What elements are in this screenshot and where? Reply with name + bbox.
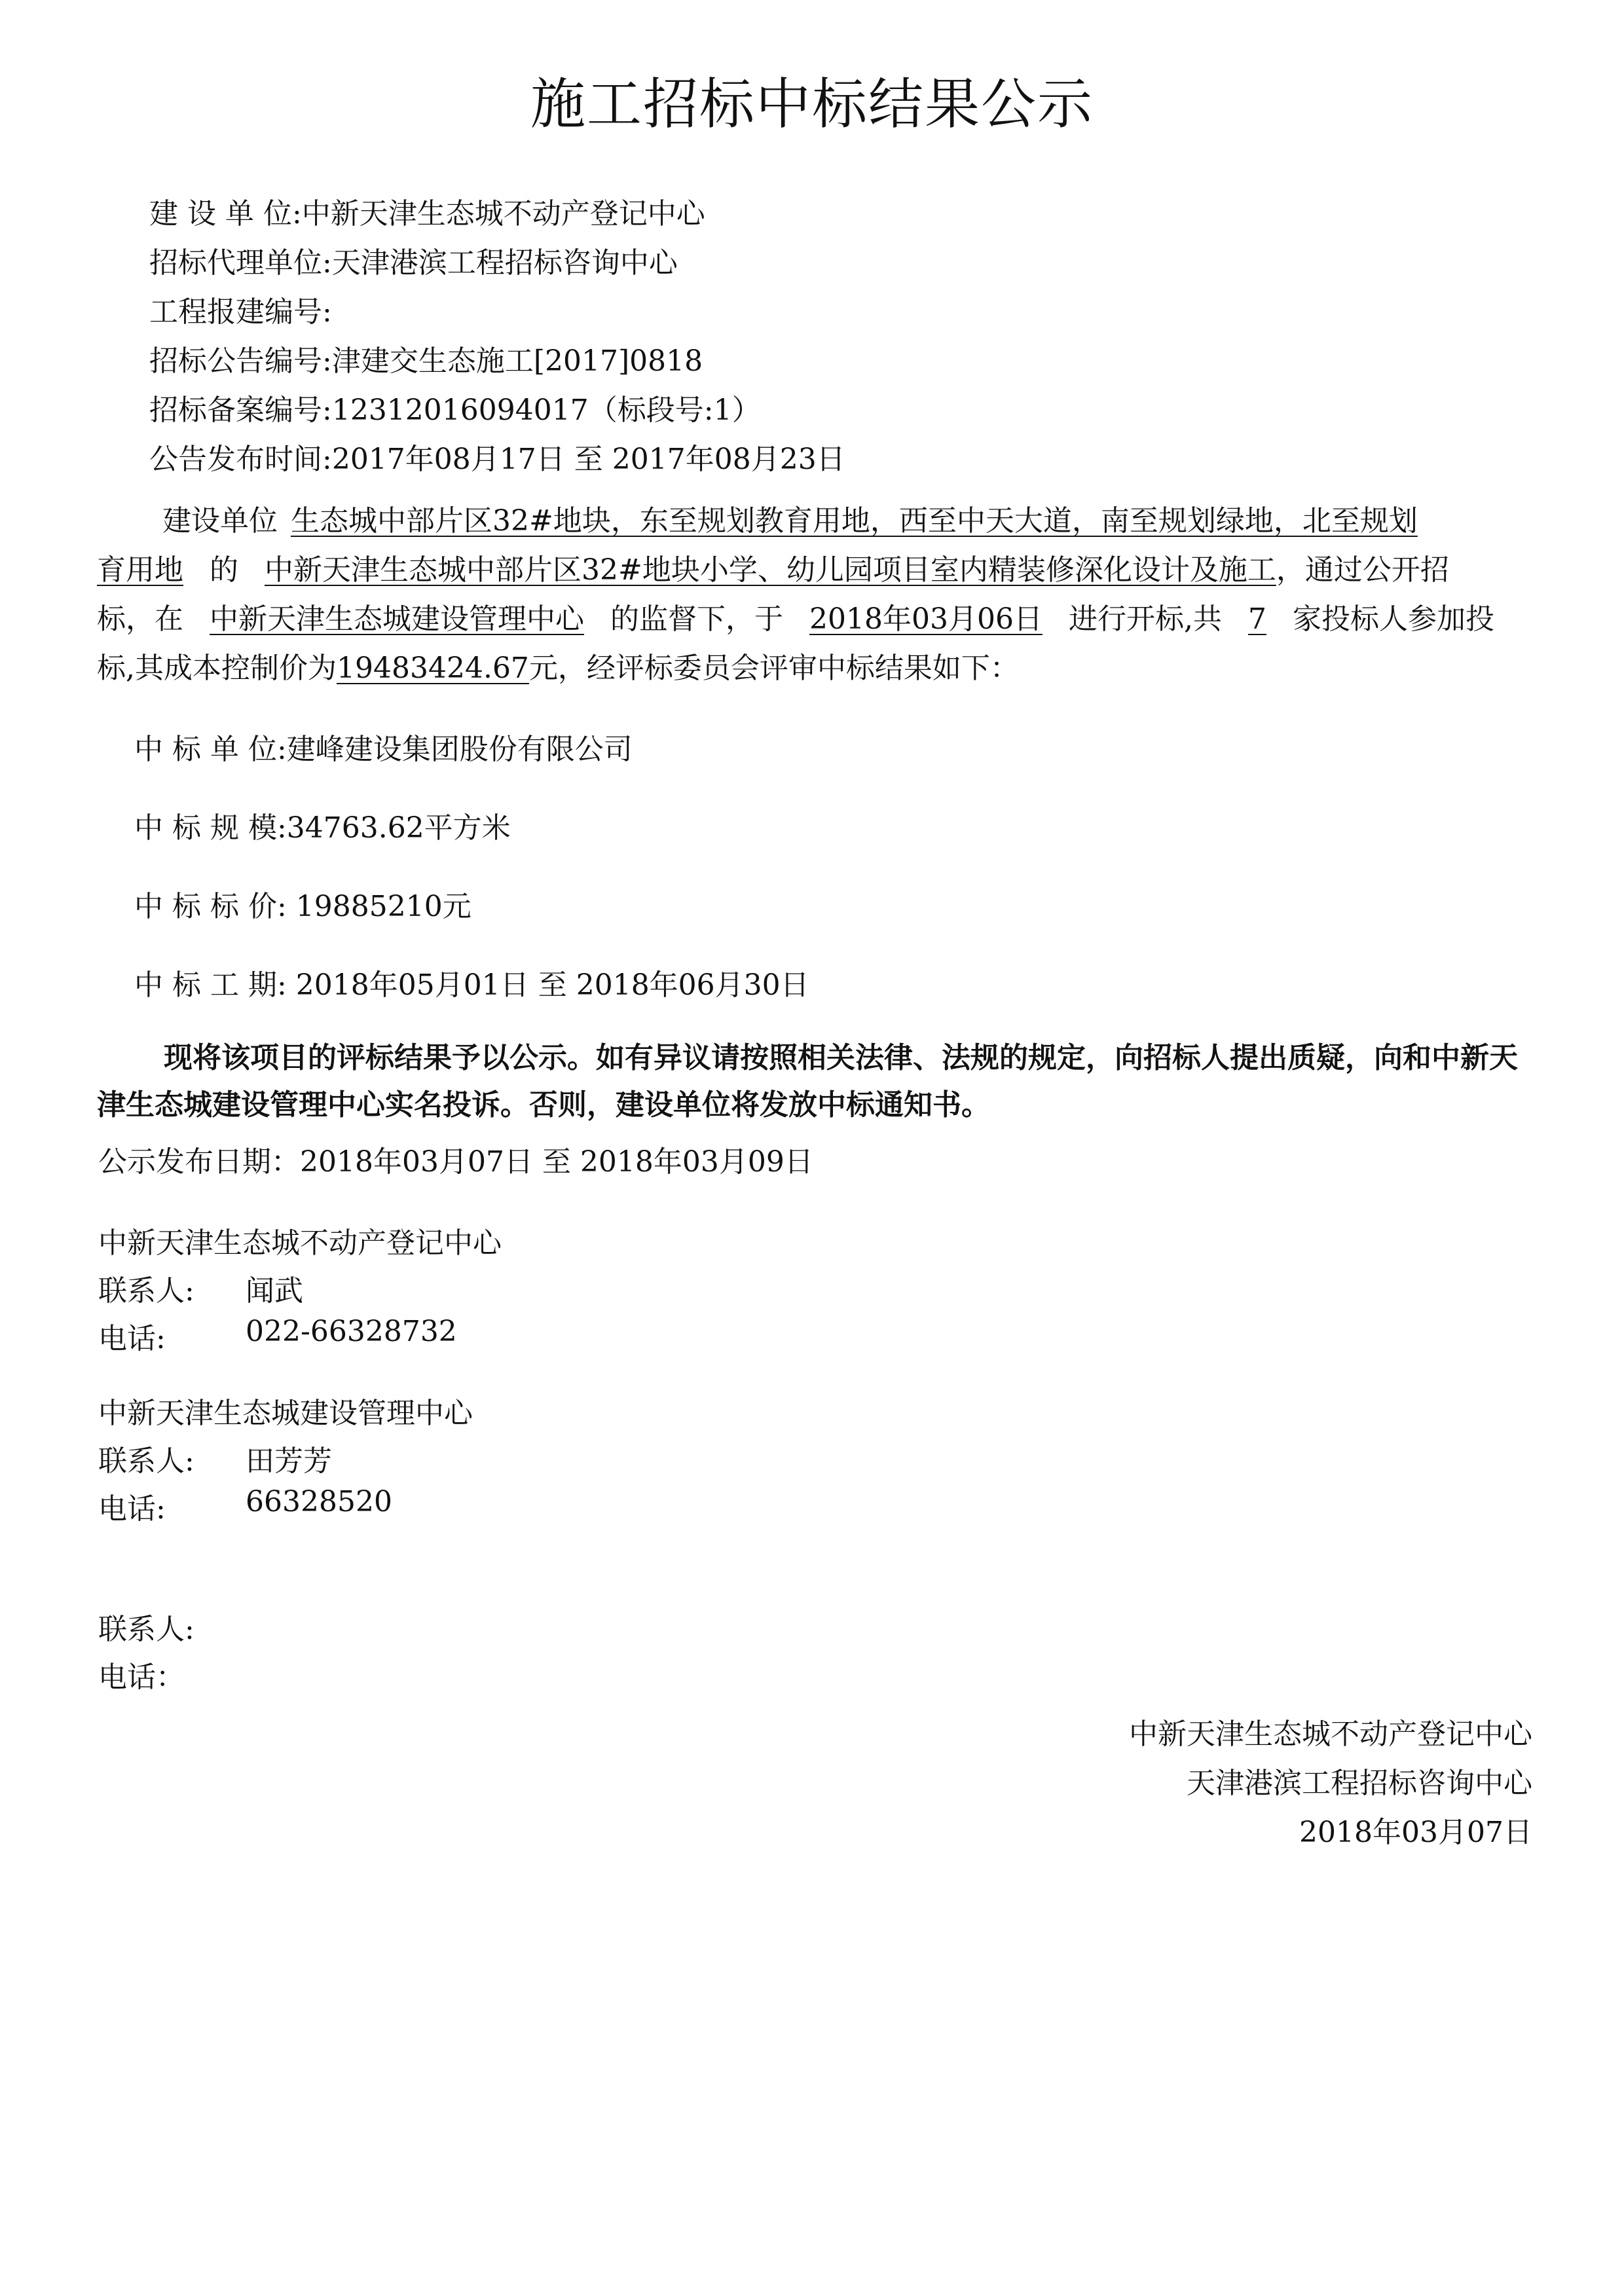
contact-org-2: 中新天津生态城建设管理中心	[98, 1397, 473, 1430]
contact-person-1: 联系人: 闻武	[98, 1274, 303, 1308]
meta-announcement-number	[149, 337, 703, 379]
meta-label: 工程报建编号:	[149, 295, 332, 329]
contact-phone-1: 电话: 022-66328732	[98, 1315, 457, 1355]
bidder-count: 7	[1247, 602, 1266, 636]
supervisor-name: 中新天津生态城建设管理中心	[210, 602, 584, 636]
meta-filing-number	[149, 386, 761, 428]
body-line-1: 建设单位 生态城中部片区32#地块，东至规划教育用地，西至中天大道，南至规划绿地，北至规划	[162, 504, 1418, 538]
result-label: 中 标 规 模:	[134, 811, 287, 845]
publish-date: 公示发布日期：2018年03月07日 至 2018年03月09日	[98, 1145, 813, 1179]
meta-value: 2017年08月17日 至 2017年08月23日	[331, 443, 845, 476]
contact-phone-2: 电话: 66328520	[98, 1485, 392, 1526]
signature-org-2: 天津港滨工程招标咨询中心	[1187, 1767, 1532, 1800]
body-line-3: 标，在 中新天津生态城建设管理中心 的监督下，于 2018年03月06日 进行开标,共 7 家投标人参加投	[97, 602, 1494, 636]
meta-value: 津建交生态施工[2017]0818	[331, 344, 703, 378]
extra-contact-phone: 电话：	[98, 1661, 185, 1694]
result-scale	[134, 804, 511, 846]
body-paragraph	[97, 496, 1579, 693]
project-name: 中新天津生态城中部片区32#地块小学、幼儿园项目室内精装修深化设计及施工	[265, 553, 1276, 587]
result-value: 2018年05月01日 至 2018年06月30日	[286, 968, 809, 1002]
meta-publish-time	[149, 435, 845, 477]
page-title: 施工招标中标结果公示	[530, 72, 1094, 136]
site-location: 生态城中部片区32#地块，东至规划教育用地，西至中天大道，南至规划绿地，北至规划	[291, 504, 1418, 538]
result-label: 中 标 单 位:	[134, 733, 287, 766]
control-price: 19483424.67	[337, 652, 529, 685]
meta-label: 招标代理单位:	[149, 246, 332, 280]
result-value: 19885210元	[286, 890, 471, 923]
result-label: 中 标 工 期:	[134, 968, 287, 1002]
extra-contact-person: 联系人:	[98, 1613, 194, 1646]
contact-person-2: 联系人: 田芳芳	[98, 1444, 332, 1478]
result-value: 建峰建设集团股份有限公司	[286, 733, 633, 766]
meta-construction-unit	[149, 190, 705, 232]
meta-agency	[149, 239, 678, 281]
result-period	[134, 961, 809, 1003]
result-label: 中 标 标 价:	[134, 890, 287, 923]
result-winner	[134, 725, 633, 767]
result-price	[134, 883, 471, 925]
opening-date: 2018年03月06日	[809, 602, 1043, 636]
meta-label: 招标公告编号:	[149, 344, 332, 378]
result-value: 34763.62平方米	[286, 811, 511, 845]
meta-value: 12312016094017（标段号:1）	[331, 394, 761, 427]
public-notice: 现将该项目的评标结果予以公示。如有异议请按照相关法律、法规的规定，向招标人提出质疑，向和中新天津生态城建设管理中心实名投诉。否则，建设单位将发放中标通知书。	[97, 1041, 1518, 1122]
body-line-2: 育用地 的 中新天津生态城中部片区32#地块小学、幼儿园项目室内精装修深化设计及施工，通过公开招	[97, 553, 1449, 587]
meta-label: 建 设 单 位:	[149, 197, 302, 230]
meta-value: 中新天津生态城不动产登记中心	[301, 197, 705, 230]
meta-project-number	[149, 288, 332, 330]
site-location-end: 育用地	[97, 553, 183, 587]
signature-org-1: 中新天津生态城不动产登记中心	[1129, 1717, 1532, 1751]
meta-label: 招标备案编号:	[149, 394, 332, 427]
meta-value: 天津港滨工程招标咨询中心	[331, 246, 678, 280]
body-line-4: 标,其成本控制价为19483424.67元，经评标委员会评审中标结果如下：	[97, 652, 1019, 685]
contact-org-1: 中新天津生态城不动产登记中心	[98, 1226, 502, 1260]
signature-date: 2018年03月07日	[1299, 1816, 1532, 1849]
meta-label: 公告发布时间:	[149, 443, 332, 476]
